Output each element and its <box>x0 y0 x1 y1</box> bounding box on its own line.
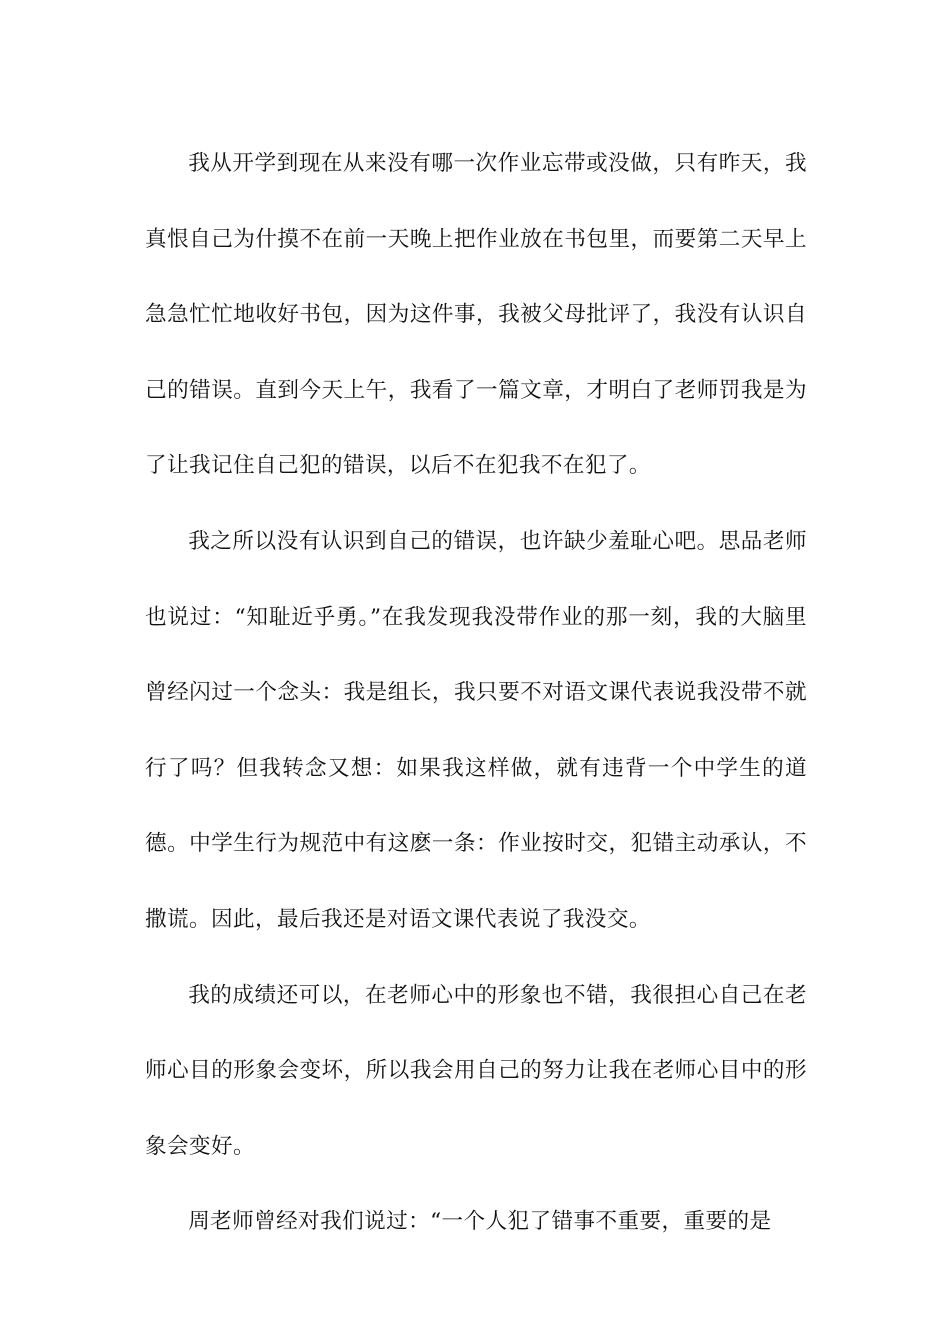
document-body <box>145 126 807 1260</box>
paragraph-2: 我之所以没有认识到自己的错误，也许缺少羞耻心吧。思品老师也说过：“知耻近乎勇。”在我发现我没带作业的那一刻，我的大脑里曾经闪过一个念头：我是组长，我只要不对语文课代表说我没带不就行了吗？但我转念又想：如果我这样做，就有违背一个中学生的道德。中学生行为规范中有这麽一条：作业按时交，犯错主动承认，不撒谎。因此，最后我还是对语文课代表说了我没交。 <box>145 528 807 932</box>
paragraph-3: 我的成绩还可以，在老师心中的形象也不错，我很担心自己在老师心目的形象会变坏，所以我会用自己的努力让我在老师心目中的形象会变好。 <box>145 982 807 1159</box>
paragraph-4: 周老师曾经对我们说过：“一个人犯了错事不重要，重要的是 <box>188 1209 772 1235</box>
paragraph-1: 我从开学到现在从来没有哪一次作业忘带或没做，只有昨天，我真恨自己为什摸不在前一天晚上把作业放在书包里，而要第二天早上急急忙忙地收好书包，因为这件事，我被父母批评了，我没有认识自己的错误。直到今天上午，我看了一篇文章，才明白了老师罚我是为了让我记住自己犯的错误，以后不在犯我不在犯了。 <box>145 151 807 479</box>
